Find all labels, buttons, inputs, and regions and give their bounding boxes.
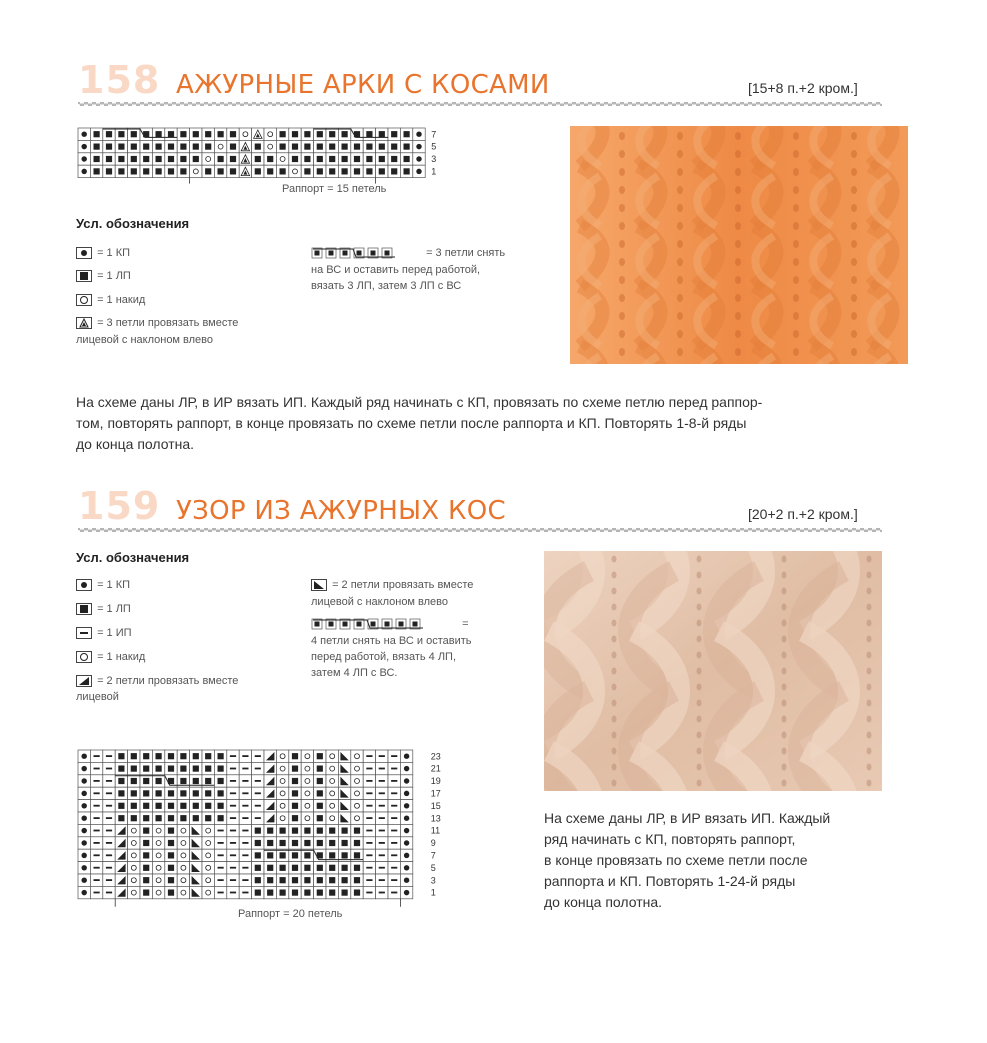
row-number: 17 — [430, 788, 441, 799]
legend159-k2tog-line2: лицевой — [76, 691, 119, 703]
legend-item-lp: = 1 ЛП — [76, 269, 131, 284]
pattern-number-158: 158 — [78, 58, 161, 102]
repeat-formula-159: [20+2 п.+2 кром.] — [748, 506, 858, 522]
row-number: 7 — [431, 129, 437, 140]
legend159-ssk-line2: лицевой с наклоном влево — [311, 596, 449, 608]
chart-grid-159 — [76, 748, 506, 920]
cable-8-symbol-icon — [311, 618, 459, 630]
chart-row — [78, 837, 413, 849]
chart-rows-159 — [78, 750, 413, 899]
yarn-over-symbol-icon — [76, 294, 92, 306]
description-159-line3: в конце провязать по схеме петли после — [544, 852, 808, 868]
k2tog-right-symbol-icon — [76, 675, 92, 687]
row-number: 23 — [430, 751, 441, 762]
chart-row — [78, 874, 413, 886]
chart-row — [78, 128, 425, 140]
legend-cable-158-line3: вязать 3 ЛП, затем 3 ЛП с ВС — [311, 280, 462, 292]
pattern-number-159: 159 — [78, 484, 161, 528]
chart-caption-158: Раппорт = 15 петель — [282, 183, 387, 195]
row-number: 19 — [430, 776, 441, 787]
row-number: 5 — [430, 862, 436, 873]
swatch-photo-159 — [544, 551, 882, 791]
pattern-title-158: АЖУРНЫЕ АРКИ С КОСАМИ — [176, 70, 550, 100]
legend-item-kp: = 1 КП — [76, 246, 130, 261]
description-159-line1: На схеме даны ЛР, в ИР вязать ИП. Каждый — [544, 810, 831, 826]
chart-row — [78, 812, 413, 824]
row-number: 7 — [430, 850, 436, 861]
chart-rows-158 — [78, 128, 425, 178]
repeat-formula-158: [15+8 п.+2 кром.] — [748, 80, 858, 96]
legend-item-yo: = 1 накид — [76, 293, 145, 308]
k2tog-left-symbol-icon — [311, 579, 327, 591]
legend-item-k3tog: = 3 петли провязать вместе — [76, 316, 238, 331]
legend159-lp: = 1 ЛП — [76, 602, 131, 617]
repeat-bracket — [115, 899, 400, 907]
wavy-divider-158 — [78, 101, 882, 107]
legend159-ip: = 1 ИП — [76, 626, 132, 641]
chart-row — [78, 862, 413, 874]
yarn-over-symbol-icon — [76, 651, 92, 663]
chart-row — [78, 750, 413, 762]
legend159-cable-line3: перед работой, вязать 4 ЛП, — [311, 651, 457, 663]
cable-6-symbol-icon — [311, 247, 423, 259]
chart-row — [78, 140, 425, 152]
row-number: 9 — [430, 838, 436, 849]
chart-row — [78, 824, 413, 836]
legend159-cable-line2: 4 петли снять на ВС и оставить — [311, 635, 472, 647]
description-158-line1: На схеме даны ЛР, в ИР вязать ИП. Каждый ряд начинать с КП, провязать по схеме петлю перед раппор- — [76, 394, 763, 410]
chart-row — [78, 153, 425, 165]
legend-item-cable-158: = 3 петли снять — [311, 246, 505, 261]
description-159 — [544, 808, 904, 913]
purl-symbol-icon — [76, 579, 92, 591]
description-158-line2: том, повторять раппорт, в конце провязать по схеме петли после раппорта и КП. Повторять 1-8-й ряды — [76, 415, 747, 431]
legend159-k2tog: = 2 петли провязать вместе — [76, 674, 238, 689]
description-158 — [76, 392, 896, 455]
knitting-chart-159 — [76, 748, 506, 925]
legend159-kp: = 1 КП — [76, 578, 130, 593]
legend-title-158: Усл. обозначения — [76, 216, 190, 231]
row-number: 11 — [430, 825, 441, 836]
row-number: 21 — [430, 763, 441, 774]
row-number: 1 — [430, 887, 436, 898]
chart-row — [78, 886, 413, 898]
legend159-cable-line4: затем 4 ЛП с ВС. — [311, 667, 398, 679]
knit-symbol-icon — [76, 603, 92, 615]
chart-row — [78, 775, 413, 787]
purl-symbol-icon — [76, 247, 92, 259]
row-number: 5 — [431, 141, 437, 152]
row-number: 3 — [430, 875, 436, 886]
knit-symbol-icon — [76, 270, 92, 282]
k3tog-left-symbol-icon — [76, 317, 92, 329]
description-159-line4: раппорта и КП. Повторять 1-24-й ряды — [544, 873, 796, 889]
description-158-line3: до конца полотна. — [76, 436, 195, 452]
legend159-yo: = 1 накид — [76, 650, 145, 665]
legend159-ssk: = 2 петли провязать вместе — [311, 578, 473, 593]
description-159-line5: до конца полотна. — [544, 894, 663, 910]
row-number: 15 — [430, 800, 441, 811]
purl-dash-symbol-icon — [76, 627, 92, 639]
description-159-line2: ряд начинать с КП, повторять раппорт, — [544, 831, 796, 847]
chart-row — [78, 787, 413, 799]
swatch-photo-158 — [570, 126, 908, 364]
wavy-divider-159 — [78, 527, 882, 533]
row-number: 13 — [430, 813, 441, 824]
chart-row — [78, 165, 425, 177]
legend-cable-158-line2: на ВС и оставить перед работой, — [311, 264, 481, 276]
row-number: 3 — [431, 154, 437, 165]
chart-row — [78, 762, 413, 774]
row-number: 1 — [431, 166, 437, 177]
pattern-title-159: УЗОР ИЗ АЖУРНЫХ КОС — [176, 496, 506, 526]
legend159-cable: = — [311, 617, 469, 632]
chart-caption-159: Раппорт = 20 петель — [238, 908, 343, 920]
legend-item-k3tog-line2: лицевой с наклоном влево — [76, 334, 214, 346]
chart-row — [78, 800, 413, 812]
legend-title-159: Усл. обозначения — [76, 550, 190, 565]
